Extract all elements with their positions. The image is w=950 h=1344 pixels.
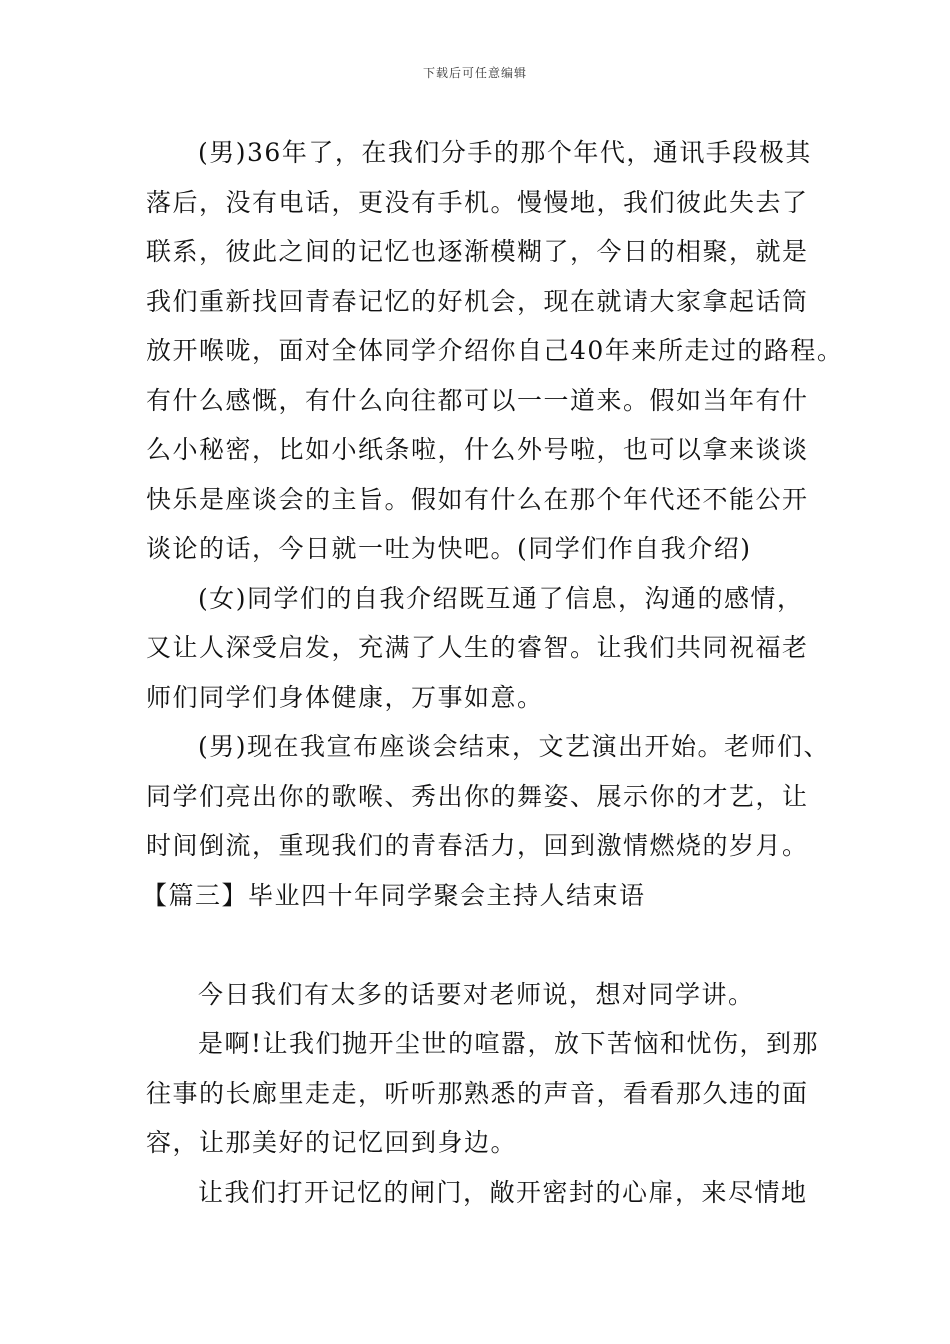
paragraph-line: 么小秘密，比如小纸条啦，什么外号啦，也可以拿来谈谈 [146, 435, 809, 464]
paragraph-line: 让我们打开记忆的闸门，敞开密封的心扉，来尽情地 [198, 1177, 808, 1207]
paragraph-line: 又让人深受启发，充满了人生的睿智。让我们共同祝福老 [146, 633, 809, 662]
paragraph-line: 容，让那美好的记忆回到身边。 [146, 1128, 518, 1157]
paragraph-line: 同学们亮出你的歌喉、秀出你的舞姿、展示你的才艺，让 [146, 781, 809, 811]
paragraph-line: (男)现在我宣布座谈会结束，文艺演出开始。老师们、 [198, 732, 831, 761]
paragraph-line: 快乐是座谈会的主旨。假如有什么在那个年代还不能公开 [146, 484, 809, 514]
paragraph-line: (男)36年了，在我们分手的那个年代，通讯手段极其 [198, 138, 812, 167]
document-body [142, 128, 846, 1217]
paragraph-line: (女)同学们的自我介绍既互通了信息，沟通的感情， [198, 583, 804, 613]
paragraph-line: 时间倒流，重现我们的青春活力，回到激情燃烧的岁月。 [146, 831, 809, 860]
page-header: 下载后可任意编辑 [422, 66, 527, 80]
paragraph-line: 往事的长廊里走走，听听那熟悉的声音，看看那久违的面 [146, 1078, 809, 1108]
section-heading: 【篇三】毕业四十年同学聚会主持人结束语 [142, 880, 646, 910]
paragraph-line: 联系，彼此之间的记忆也逐渐模糊了，今日的相聚，就是 [146, 237, 809, 266]
paragraph-line: 谈论的话，今日就一吐为快吧。(同学们作自我介绍) [146, 534, 752, 563]
paragraph-line: 有什么感慨，有什么向往都可以一一道来。假如当年有什 [146, 385, 809, 415]
blank-line [146, 920, 846, 970]
paragraph-line: 师们同学们身体健康，万事如意。 [146, 682, 544, 712]
paragraph-line: 今日我们有太多的话要对老师说，想对同学讲。 [198, 979, 755, 1009]
paragraph-line: 我们重新找回青春记忆的好机会，现在就请大家拿起话筒 [146, 286, 809, 316]
paragraph-line: 放开喉咙，面对全体同学介绍你自己40年来所走过的路程。 [146, 336, 844, 365]
paragraph-line: 落后，没有电话，更没有手机。慢慢地，我们彼此失去了 [146, 187, 809, 217]
paragraph-line: 是啊!让我们抛开尘世的喧嚣，放下苦恼和忧伤，到那 [198, 1029, 820, 1058]
